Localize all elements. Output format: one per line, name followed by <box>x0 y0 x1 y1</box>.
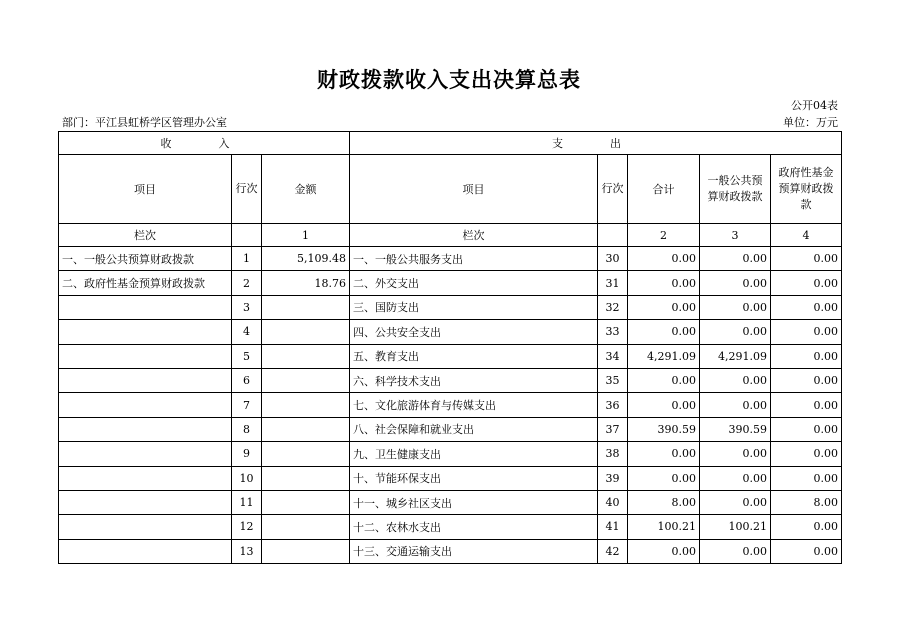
income-line-cell: 3 <box>232 295 262 319</box>
expense-general-header: 一般公共预算财政拨款 <box>700 155 771 224</box>
expense-total-cell: 0.00 <box>628 320 700 344</box>
expense-item-cell: 八、社会保障和就业支出 <box>350 417 598 441</box>
expense-general-cell: 0.00 <box>700 539 771 563</box>
expense-fund-cell: 0.00 <box>771 247 842 271</box>
income-amount-cell <box>262 466 350 490</box>
group-header-row <box>59 132 842 155</box>
expense-line-cell: 38 <box>598 442 628 466</box>
income-line-cell: 12 <box>232 515 262 539</box>
income-index-label: 栏次 <box>59 224 232 247</box>
expense-item-header: 项目 <box>350 155 598 224</box>
table-row <box>59 393 842 417</box>
table-row <box>59 295 842 319</box>
expense-item-cell: 十三、交通运输支出 <box>350 539 598 563</box>
expense-total-cell: 0.00 <box>628 442 700 466</box>
income-amount-cell <box>262 320 350 344</box>
form-code: 公开04表 <box>791 99 838 112</box>
expense-total-cell: 0.00 <box>628 466 700 490</box>
income-item-cell <box>59 368 232 392</box>
column-header-row <box>59 155 842 224</box>
expense-item-cell: 五、教育支出 <box>350 344 598 368</box>
expense-total-cell: 0.00 <box>628 295 700 319</box>
expense-item-cell: 十、节能环保支出 <box>350 466 598 490</box>
expense-line-cell: 33 <box>598 320 628 344</box>
income-line-cell: 2 <box>232 271 262 295</box>
expense-total-cell: 0.00 <box>628 368 700 392</box>
expense-fund-cell: 0.00 <box>771 368 842 392</box>
table-row <box>59 417 842 441</box>
expense-general-cell: 0.00 <box>700 368 771 392</box>
income-line-cell: 8 <box>232 417 262 441</box>
income-item-cell <box>59 295 232 319</box>
income-line-cell: 5 <box>232 344 262 368</box>
expense-item-cell: 三、国防支出 <box>350 295 598 319</box>
expense-fund-cell: 0.00 <box>771 271 842 295</box>
total-index: 2 <box>628 224 700 247</box>
expense-item-cell: 七、文化旅游体育与传媒支出 <box>350 393 598 417</box>
expense-general-cell: 0.00 <box>700 247 771 271</box>
column-index-row <box>59 224 842 247</box>
expense-line-cell: 42 <box>598 539 628 563</box>
table-row <box>59 442 842 466</box>
income-item-cell <box>59 490 232 514</box>
table-row <box>59 271 842 295</box>
table-row <box>59 490 842 514</box>
expense-total-cell: 4,291.09 <box>628 344 700 368</box>
table-row <box>59 539 842 563</box>
expense-line-cell: 30 <box>598 247 628 271</box>
expense-fund-cell: 0.00 <box>771 320 842 344</box>
expense-general-cell: 0.00 <box>700 466 771 490</box>
income-amount-cell <box>262 490 350 514</box>
expense-total-cell: 0.00 <box>628 539 700 563</box>
expense-line-cell: 40 <box>598 490 628 514</box>
income-item-cell <box>59 442 232 466</box>
empty-cell <box>598 224 628 247</box>
income-line-cell: 7 <box>232 393 262 417</box>
expense-item-cell: 四、公共安全支出 <box>350 320 598 344</box>
expense-index-label: 栏次 <box>350 224 598 247</box>
expense-fund-cell: 0.00 <box>771 295 842 319</box>
expense-item-cell: 十二、农林水支出 <box>350 515 598 539</box>
income-amount-cell: 18.76 <box>262 271 350 295</box>
income-amount-cell <box>262 515 350 539</box>
expense-group-header: 支 出 <box>350 132 842 155</box>
expense-line-cell: 31 <box>598 271 628 295</box>
income-line-cell: 10 <box>232 466 262 490</box>
expense-fund-header: 政府性基金预算财政拨款 <box>771 155 842 224</box>
expense-line-cell: 32 <box>598 295 628 319</box>
income-line-cell: 9 <box>232 442 262 466</box>
expense-item-cell: 二、外交支出 <box>350 271 598 295</box>
income-line-cell: 11 <box>232 490 262 514</box>
expense-fund-cell: 0.00 <box>771 539 842 563</box>
expense-line-cell: 37 <box>598 417 628 441</box>
unit-label: 单位：万元 <box>783 116 838 129</box>
expense-line-header: 行次 <box>598 155 628 224</box>
empty-cell <box>232 224 262 247</box>
expense-total-cell: 0.00 <box>628 393 700 417</box>
income-line-cell: 1 <box>232 247 262 271</box>
table-row <box>59 344 842 368</box>
income-amount-cell <box>262 417 350 441</box>
expense-fund-cell: 0.00 <box>771 442 842 466</box>
expense-fund-cell: 0.00 <box>771 393 842 417</box>
expense-fund-cell: 0.00 <box>771 344 842 368</box>
expense-general-cell: 0.00 <box>700 393 771 417</box>
expense-total-cell: 0.00 <box>628 271 700 295</box>
income-line-cell: 4 <box>232 320 262 344</box>
expense-total-cell: 100.21 <box>628 515 700 539</box>
expense-fund-cell: 0.00 <box>771 466 842 490</box>
income-item-cell <box>59 417 232 441</box>
expense-general-cell: 0.00 <box>700 442 771 466</box>
expense-general-cell: 4,291.09 <box>700 344 771 368</box>
income-item-cell <box>59 515 232 539</box>
expense-fund-cell: 0.00 <box>771 515 842 539</box>
general-index: 3 <box>700 224 771 247</box>
income-item-cell <box>59 344 232 368</box>
income-item-cell: 一、一般公共预算财政拨款 <box>59 247 232 271</box>
income-amount-header: 金额 <box>262 155 350 224</box>
income-amount-index: 1 <box>262 224 350 247</box>
income-amount-cell: 5,109.48 <box>262 247 350 271</box>
income-amount-cell <box>262 442 350 466</box>
income-amount-cell <box>262 344 350 368</box>
table-row <box>59 368 842 392</box>
expense-general-cell: 390.59 <box>700 417 771 441</box>
income-item-cell <box>59 320 232 344</box>
income-item-cell: 二、政府性基金预算财政拨款 <box>59 271 232 295</box>
fund-index: 4 <box>771 224 842 247</box>
income-amount-cell <box>262 368 350 392</box>
table-row <box>59 320 842 344</box>
income-line-header: 行次 <box>232 155 262 224</box>
income-amount-cell <box>262 393 350 417</box>
income-item-cell <box>59 539 232 563</box>
income-group-header: 收 入 <box>59 132 350 155</box>
expense-line-cell: 39 <box>598 466 628 490</box>
expense-total-cell: 8.00 <box>628 490 700 514</box>
expense-item-cell: 十一、城乡社区支出 <box>350 490 598 514</box>
expense-total-cell: 0.00 <box>628 247 700 271</box>
expense-fund-cell: 0.00 <box>771 417 842 441</box>
income-item-cell <box>59 466 232 490</box>
income-line-cell: 13 <box>232 539 262 563</box>
expense-line-cell: 35 <box>598 368 628 392</box>
expense-item-cell: 一、一般公共服务支出 <box>350 247 598 271</box>
expense-general-cell: 0.00 <box>700 320 771 344</box>
expense-total-cell: 390.59 <box>628 417 700 441</box>
expense-line-cell: 36 <box>598 393 628 417</box>
income-amount-cell <box>262 295 350 319</box>
income-item-header: 项目 <box>59 155 232 224</box>
table-row <box>59 515 842 539</box>
expense-fund-cell: 8.00 <box>771 490 842 514</box>
department-label: 部门：平江县虹桥学区管理办公室 <box>62 116 227 129</box>
table-row <box>59 247 842 271</box>
income-item-cell <box>59 393 232 417</box>
expense-general-cell: 0.00 <box>700 490 771 514</box>
income-amount-cell <box>262 539 350 563</box>
table-row <box>59 466 842 490</box>
expense-general-cell: 0.00 <box>700 271 771 295</box>
expense-general-cell: 0.00 <box>700 295 771 319</box>
expense-general-cell: 100.21 <box>700 515 771 539</box>
expense-line-cell: 34 <box>598 344 628 368</box>
expense-total-header: 合计 <box>628 155 700 224</box>
expense-item-cell: 六、科学技术支出 <box>350 368 598 392</box>
expense-item-cell: 九、卫生健康支出 <box>350 442 598 466</box>
expense-line-cell: 41 <box>598 515 628 539</box>
budget-summary-table <box>58 131 842 564</box>
document-title: 财政拨款收入支出决算总表 <box>317 67 581 92</box>
income-line-cell: 6 <box>232 368 262 392</box>
